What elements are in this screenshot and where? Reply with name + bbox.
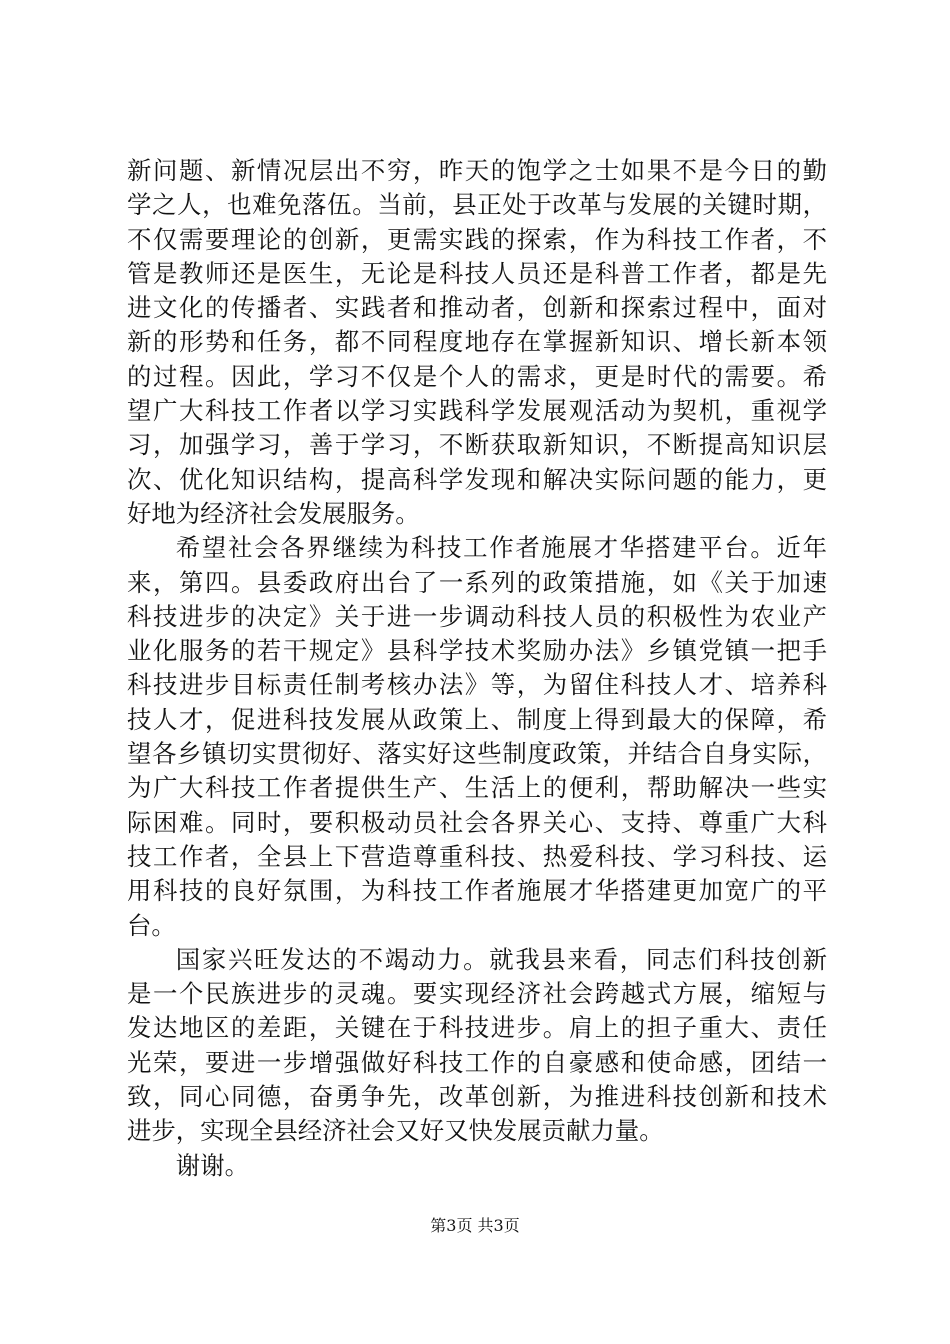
text-line: 发达地区的差距，关键在于科技进步。肩上的担子重大、责任	[127, 1013, 827, 1043]
text-line: 希望社会各界继续为科技工作者施展才华搭建平台。近年	[175, 533, 827, 563]
text-line: 的过程。因此，学习不仅是个人的需求，更是时代的需要。希	[127, 361, 827, 391]
text-line: 新问题、新情况层出不穷，昨天的饱学之士如果不是今日的勤	[127, 156, 827, 185]
text-line: 学之人，也难免落伍。当前，县正处于改革与发展的关键时期，	[127, 190, 827, 220]
text-line: 望各乡镇切实贯彻好、落实好这些制度政策，并结合自身实际，	[127, 739, 827, 769]
text-line: 管是教师还是医生，无论是科技人员还是科普工作者，都是先	[127, 258, 827, 288]
text-line: 望广大科技工作者以学习实践科学发展观活动为契机，重视学	[127, 396, 827, 426]
text-line: 进步，实现全县经济社会又好又快发展贡献力量。	[127, 1116, 664, 1146]
text-line: 台。	[127, 910, 176, 940]
text-line: 技人才，促进科技发展从政策上、制度上得到最大的保障，希	[127, 704, 827, 734]
text-line: 进文化的传播者、实践者和推动者，创新和探索过程中，面对	[127, 293, 827, 323]
text-line: 来，第四。县委政府出台了一系列的政策措施，如《关于加速	[127, 567, 827, 597]
document-body	[127, 154, 827, 1183]
text-line: 不仅需要理论的创新，更需实践的探索，作为科技工作者，不	[127, 224, 827, 254]
text-line: 习，加强学习，善于学习，不断获取新知识，不断提高知识层	[127, 430, 827, 460]
text-line: 用科技的良好氛围，为科技工作者施展才华搭建更加宽广的平	[127, 876, 827, 906]
text-line: 次、优化知识结构，提高科学发现和解决实际问题的能力，更	[127, 464, 827, 494]
page-footer: 第3页 共3页	[430, 1216, 520, 1235]
text-line: 好地为经济社会发展服务。	[127, 498, 420, 528]
text-line: 光荣，要进一步增强做好科技工作的自豪感和使命感，团结一	[127, 1047, 827, 1077]
text-line: 为广大科技工作者提供生产、生活上的便利，帮助解决一些实	[127, 773, 827, 803]
text-line: 谢谢。	[175, 1150, 249, 1180]
text-line: 新的形势和任务，都不同程度地存在掌握新知识、增长新本领	[127, 327, 827, 357]
text-line: 业化服务的若干规定》县科学技术奖励办法》乡镇党镇一把手	[127, 636, 827, 666]
text-line: 致，同心同德，奋勇争先，改革创新，为推进科技创新和技术	[127, 1082, 827, 1112]
text-line: 国家兴旺发达的不竭动力。就我县来看，同志们科技创新	[175, 944, 827, 974]
text-line: 技工作者，全县上下营造尊重科技、热爱科技、学习科技、运	[127, 841, 827, 871]
text-line: 是一个民族进步的灵魂。要实现经济社会跨越式方展，缩短与	[127, 979, 827, 1009]
text-line: 科技进步目标责任制考核办法》等，为留住科技人才、培养科	[127, 670, 827, 700]
text-line: 际困难。同时，要积极动员社会各界关心、支持、尊重广大科	[127, 807, 827, 837]
text-line: 科技进步的决定》关于进一步调动科技人员的积极性为农业产	[127, 601, 827, 631]
